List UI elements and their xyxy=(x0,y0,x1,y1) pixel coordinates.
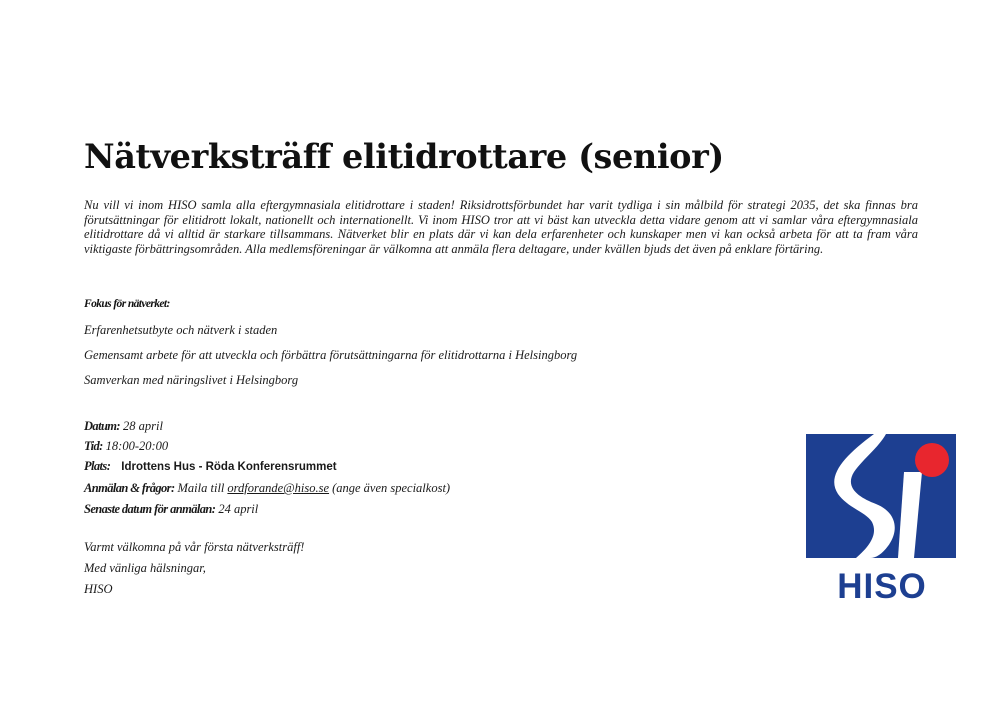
closing-welcome: Varmt välkomna på vår första nätverksträff! xyxy=(84,540,305,554)
closing-greeting: Med vänliga hälsningar, xyxy=(84,561,206,575)
date-label: Datum: xyxy=(84,419,120,433)
document-title: Nätverksträff elitidrottare (senior) xyxy=(84,137,724,176)
logo-text: HISO xyxy=(837,567,927,604)
signup-label: Anmälan & frågor: xyxy=(84,481,175,495)
hiso-logo xyxy=(804,432,964,604)
signup-email-link[interactable]: ordforande@hiso.se xyxy=(227,481,330,495)
date-value: 28 april xyxy=(123,419,163,433)
detail-time xyxy=(84,439,168,454)
focus-item: Samverkan med näringslivet i Helsingborg xyxy=(84,373,299,387)
detail-deadline xyxy=(84,502,258,517)
closing-signature: HISO xyxy=(84,582,113,596)
detail-place xyxy=(84,459,337,474)
time-value: 18:00-20:00 xyxy=(105,439,169,453)
detail-date xyxy=(84,419,163,434)
time-label: Tid: xyxy=(84,439,103,453)
intro-paragraph: Nu vill vi inom HISO samla alla eftergymnasiala elitidrottare i staden! Riksidrottsförbundet har varit tydliga i sin målbild för strategi 2035, det ska finnas bra förutsättningar för elitidrott lokalt, nationellt och internationellt. Vi inom HISO tror att vi bäst kan utveckla detta vidare genom att vi samlar våra eftergymnasiala elitidrottare då vi alltid är starkare tillsammans. Nätverket blir en plats där vi kan dela erfarenheter och kunskaper men vi kan också arbeta för att ta fram våra viktigaste förbättringsområden. Alla medlemsföreningar är välkomna att anmäla flera deltagare, under kvällen bjuds det även på enklare förtäring. xyxy=(84,198,918,256)
focus-item: Gemensamt arbete för att utveckla och förbättra förutsättningarna för elitidrottarna i Helsingborg xyxy=(84,348,578,362)
detail-signup xyxy=(84,481,450,496)
focus-heading: Fokus för nätverket: xyxy=(84,298,170,310)
focus-item: Erfarenhetsutbyte och nätverk i staden xyxy=(84,323,278,337)
place-label: Plats: xyxy=(84,459,111,473)
logo-red-dot xyxy=(915,443,949,477)
deadline-label: Senaste datum för anmälan: xyxy=(84,502,216,516)
deadline-value: 24 april xyxy=(218,502,259,516)
signup-prefix: Maila till xyxy=(177,481,225,495)
signup-suffix: (ange även specialkost) xyxy=(332,481,451,495)
place-value: Idrottens Hus - Röda Konferensrummet xyxy=(121,461,337,473)
